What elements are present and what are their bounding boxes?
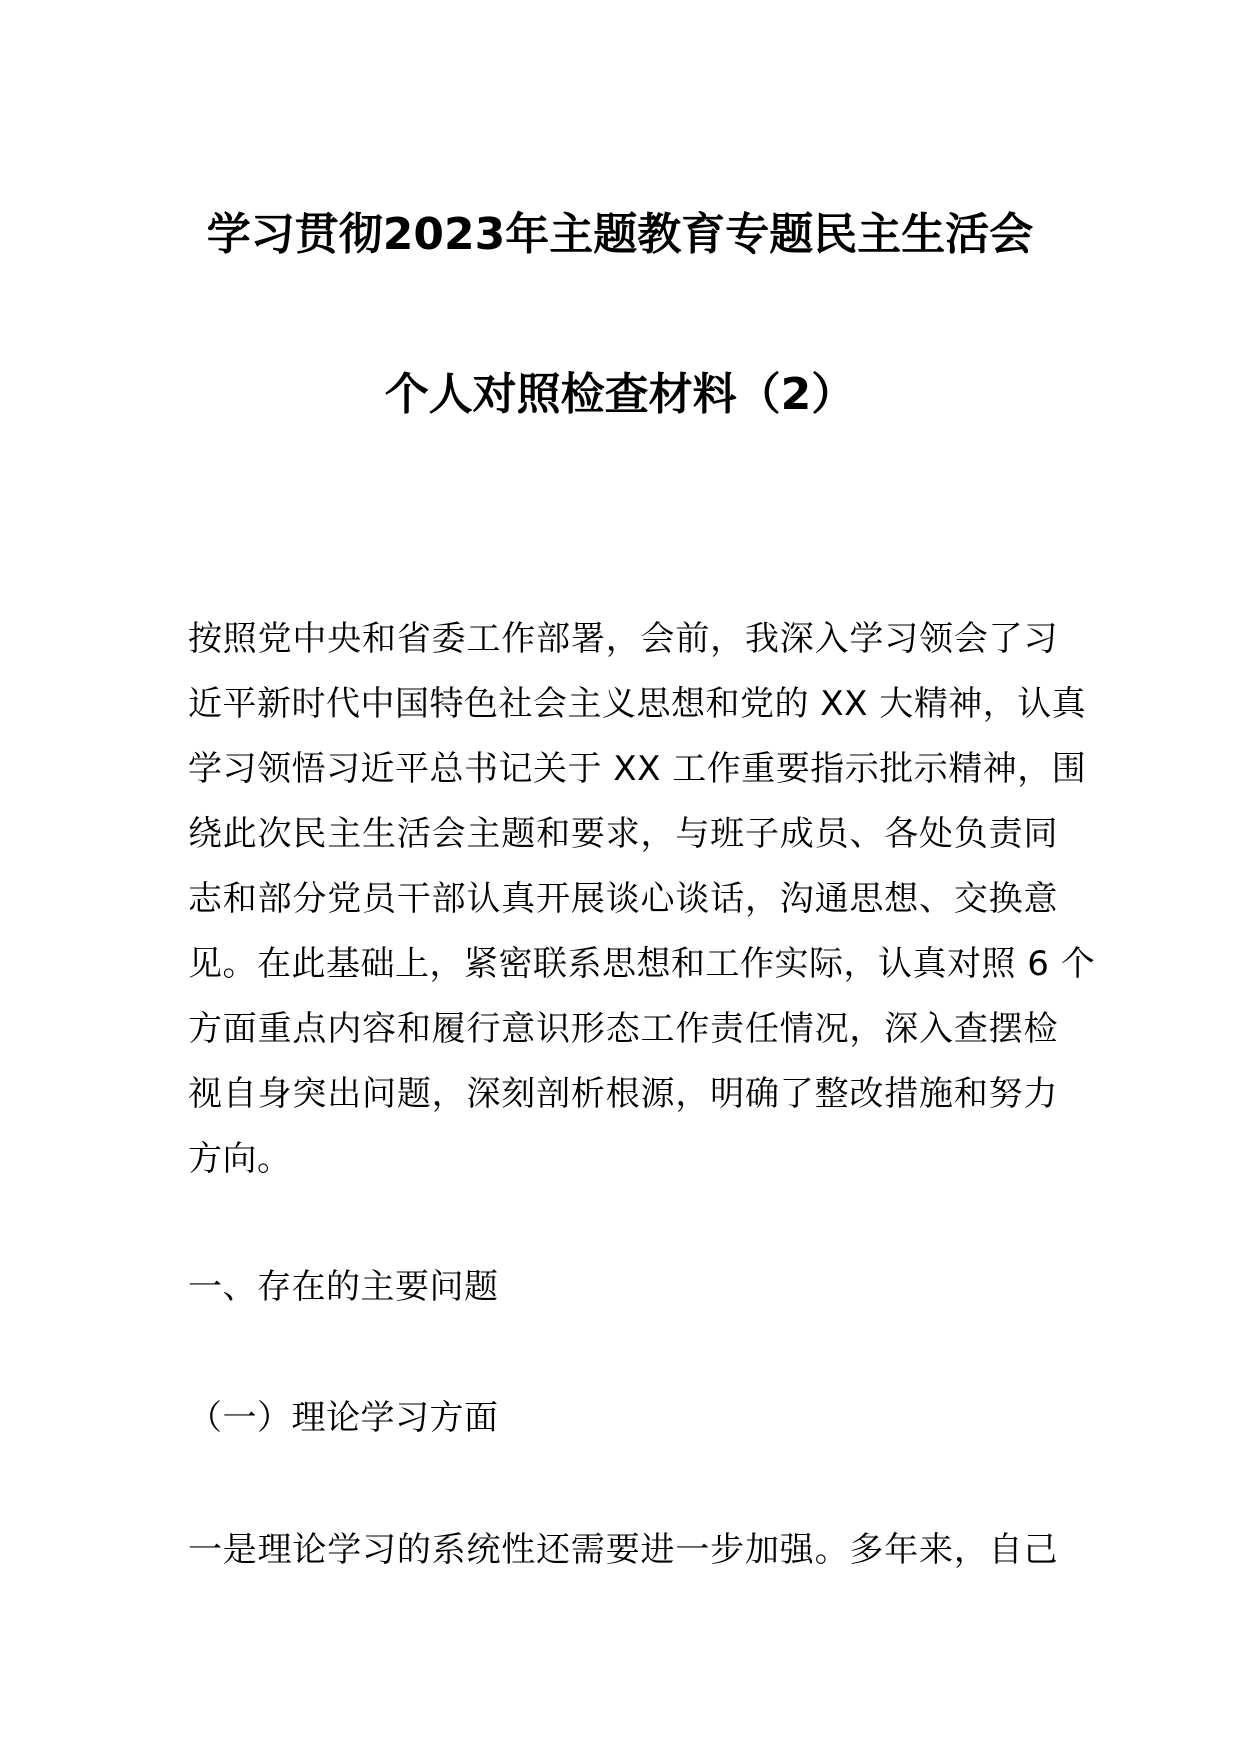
intro-line: 方向。: [188, 1139, 292, 1179]
document-title-line-1: 学习贯彻2023年主题教育专题民主生活会: [206, 209, 1034, 260]
intro-line: 志和部分党员干部认真开展谈心谈话，沟通思想、交换意: [188, 879, 1058, 919]
intro-line: 学习领悟习近平总书记关于 XX 工作重要指示批示精神，围: [188, 749, 1087, 789]
intro-line: 按照党中央和省委工作部署，会前，我深入学习领会了习: [188, 619, 1058, 659]
intro-line: 绕此次民主生活会主题和要求，与班子成员、各处负责同: [188, 814, 1058, 854]
intro-paragraph: [188, 607, 1096, 1192]
paragraph-text: 一是理论学习的系统性还需要进一步加强。多年来，自己: [188, 1530, 1058, 1570]
section-heading: 一、存在的主要问题: [188, 1267, 499, 1307]
intro-line: 近平新时代中国特色社会主义思想和党的 XX 大精神，认真: [188, 684, 1087, 724]
document-title-line-2: 个人对照检查材料（2）: [384, 369, 856, 420]
subsection-heading: （一）理论学习方面: [188, 1398, 499, 1438]
intro-line: 见。在此基础上，紧密联系思想和工作实际，认真对照 6 个: [188, 944, 1096, 984]
intro-line: 方面重点内容和履行意识形态工作责任情况，深入查摆检: [188, 1009, 1058, 1049]
intro-line: 视自身突出问题，深刻剖析根源，明确了整改措施和努力: [188, 1074, 1058, 1114]
